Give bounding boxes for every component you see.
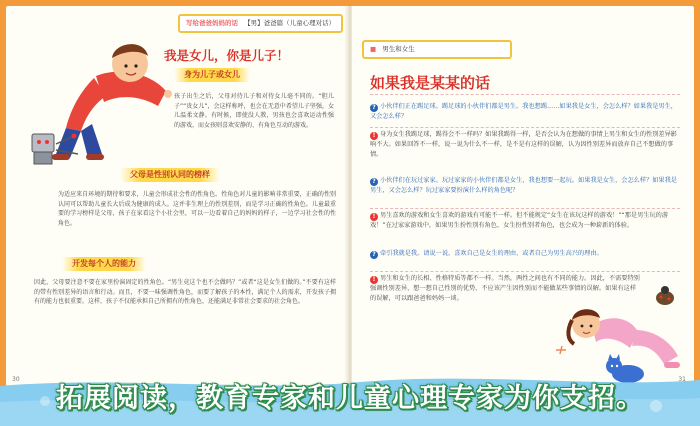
question-1-text: 小伙伴们正在踢足球。踢足球的小伙伴们都是男生。我也想踢……如果我是女生，会怎么样？如果我是男生，又会怎么样？ [370,103,677,120]
answer-2-text: 男生喜欢的游戏和女生喜欢的游戏有可能不一样。但不能规定“女生在该玩这样的游戏！”“那是男生玩的游戏！”在过家家游戏中，如果男生扮性别有角色，女生扮性别者角色，也会成为一种崭新的体验。 [370,212,669,229]
toy-bug-icon [650,282,680,312]
section-heading-2: 父母是性别认同的榜样 [120,168,220,182]
answer-2 [370,211,682,231]
question-icon: ? [370,104,378,112]
question-3-text: 牵引我就是我。请说一说，喜欢自己是女生的理由，或者自己为男生高兴的理由。 [380,250,603,257]
right-header-marker: ■ [370,45,377,53]
question-3 [370,249,682,259]
header-series: 写给爸爸妈妈的话 [186,19,238,27]
question-1 [370,102,682,122]
answer-icon: ! [370,132,378,140]
answer-icon: ! [370,276,378,284]
divider-3 [370,271,680,272]
question-2-text: 小伙伴们在玩过家家。玩过家家的小伙伴们都是女生，我也想要一起玩。如果我是女生，会怎么样？如果我是男生，又会怎么样？玩过家家要扮演什么样的角色呢？ [370,177,677,194]
left-page-number: 30 [12,376,20,383]
header-label: 【男】爸爸篇（儿童心理对话） [244,19,336,27]
answer-1-text: 身为女生我踢足球，踢得会不一样吗？如果我踢得一样，是否会认为在想做的事情上男生和女生的性别差异影响不大。如果回答不一样，说一说为什么不一样，是不是有这样的误解，认为因性别差异而放弃自己不想做的事情。 [370,131,677,158]
toy-robot-icon [24,124,84,174]
title-underline [370,94,680,95]
divider-1 [370,127,680,128]
left-page [6,6,348,386]
right-header-box [362,40,512,59]
question-icon: ? [370,251,378,259]
answer-icon: ! [370,213,378,221]
left-page-title: 我是女儿，你是儿子！ [164,48,290,63]
answer-1 [370,130,682,159]
section-heading-1: 身为儿子或女儿 [174,68,250,82]
right-header-label: 男生和女生 [382,45,415,53]
section-paragraph-3: 因此，父母要注意不要在家里扮演固定的性角色。“男生竟这个也不会做吗？”或者“这是女生们做的。”不要有这样的带有性别差异的语言和行动。而且，不要一味强调性角色，而要了解孩子的本性，满足个人的需求，开发孩子拥有的能力也很重要。这样，孩子不仅能承担自己所拥有的性角色，还能满足非常社会要求的社会角色。 [34,279,336,306]
question-icon: ? [370,178,378,186]
section-paragraph-1: 孩子出生之后，父母对待儿子和对待女儿毫不同的。“胆儿子”“贵女儿”，会这样称呼，也会在无意中希望儿子坚强，女儿温柔文静。有时候，即使没人教，男孩也会喜欢运动性强的游戏，而女孩则喜欢安静的、有角色互动的游戏。 [174,93,334,129]
section-paragraph-2: 为适应来自环境的期待和要求，儿童会形成社会性的性角色。性角色对儿童的影响非常重要，正确的性别认同可以帮助儿童长大后成为健康的成人。这并非生理上的性别差别，而是学习正确的性角色。儿童最重要的学习榜样是父母，孩子在家看这个小社会里，可以一边看着自己的妈妈的样子，一边学习社会性的性角色。 [58,191,336,227]
section-heading-3: 开发每个人的能力 [62,257,146,271]
right-page [352,6,694,386]
right-page-title: 如果我是某某的话 [370,74,491,92]
right-page-number: 31 [678,376,686,383]
left-header-box [178,14,343,33]
banner-slogan: 拓展阅读，教育专家和儿童心理专家为你支招。 [56,383,644,414]
question-2 [370,176,682,196]
answer-3 [370,274,640,303]
divider-2 [370,208,680,209]
answer-3-text: 男生和女生的长相、性格特质等都不一样。当然，两性之间也有不同的能力。因此，不需要特别强调性别差异，想一想自己性别的优势，不应该产生因性别而不能做某些事情的误解。如果有这样的误解，可以跟爸爸和妈妈一谈。 [370,275,640,302]
